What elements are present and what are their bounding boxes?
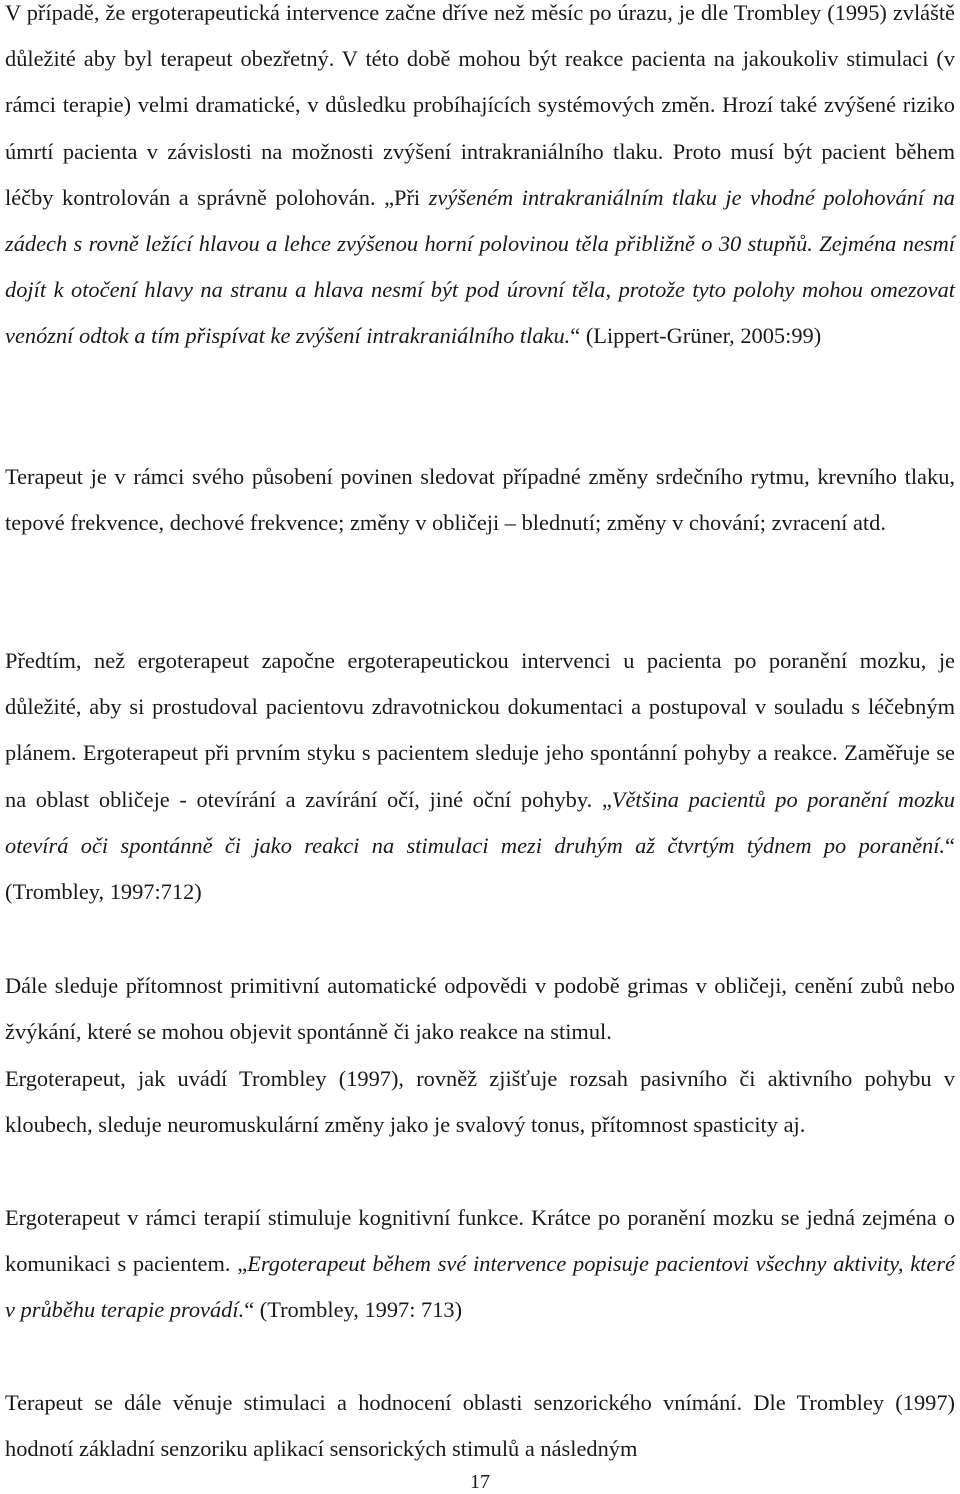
quote-text: zvýšeném intrakraniálním tlaku je vhodné polohování na zádech s rovně ležící hlavou a lehce zvýšenou horní polovinou těla přibližně o 30 stupňů. Zejména nesmí dojít k otočení hlavy na stranu a hlava nesmí být pod úrovní těla, protože tyto polohy mohou omezovat venózní odtok a tím přispívat ke zvýšení intrakraniálního tlaku. xyxy=(5,184,955,349)
paragraph-4 xyxy=(5,963,955,1055)
body-text: Terapeut je v rámci svého působení povinen sledovat případné změny srdečního rytmu, krevního tlaku, tepové frekvence, dechové frekvence; změny v obličeji – blednutí; změny v chování; zvracení atd. xyxy=(5,464,955,536)
quote-text: Většina pacientů po poranění mozku otevírá oči spontánně či jako reakci na stimulaci mezi druhým až čtvrtým týdnem po poranění. xyxy=(5,786,955,858)
quote-text: Ergoterapeut během své intervence popisuje pacientovi všechny aktivity, které v průběhu terapie provádí. xyxy=(5,1251,955,1323)
body-text: Předtím, než ergoterapeut započne ergoterapeutickou intervenci u pacienta po poranění mozku, je důležité, aby si prostudoval pacientovu zdravotnickou dokumentaci a postupoval v souladu s léčebným plánem. Ergoterapeut při prvním styku s pacientem sleduje jeho spontánní pohyby a reakce. Zaměřuje se na oblast obličeje - otevírání a zavírání očí, jiné oční pohyby. „ xyxy=(5,648,955,812)
body-text: Ergoterapeut, jak uvádí Trombley (1997), rovněž zjišťuje rozsah pasivního či aktivního pohybu v kloubech, sleduje neuromuskulární změny jako je svalový tonus, přítomnost spasticity aj. xyxy=(5,1066,955,1138)
paragraph-6 xyxy=(5,1195,955,1334)
body-text: “ (Trombley, 1997: 713) xyxy=(244,1297,463,1323)
page-number: 17 xyxy=(470,1471,490,1493)
body-text: “ (Lippert-Grüner, 2005:99) xyxy=(570,323,822,349)
body-text: Ergoterapeut v rámci terapií stimuluje kognitivní funkce. Krátce po poranění mozku se jedná zejména o komunikaci s pacientem. „ xyxy=(5,1205,955,1277)
paragraph-5 xyxy=(5,1056,955,1148)
paragraph-3 xyxy=(5,638,955,915)
body-text: “ (Trombley, 1997:712) xyxy=(5,832,955,905)
body-text: V případě, že ergoterapeutická intervence začne dříve než měsíc po úrazu, je dle Trombley (1995) zvláště důležité aby byl terapeut obezřetný. V této době mohou být reakce pacienta na jakoukoliv stimulaci (v rámci terapie) velmi dramatické, v důsledku probíhajících systémových změn. Hrozí také zvýšené riziko úmrtí pacienta v závislosti na možnosti zvýšení intrakraniálního tlaku. Proto musí být pacient během léčby kontrolován a správně polohován. „Při xyxy=(5,0,955,210)
body-text: Terapeut se dále věnuje stimulaci a hodnocení oblasti senzorického vnímání. Dle Trombley (1997) hodnotí základní senzoriku aplikací sensorických stimulů a následným xyxy=(5,1390,955,1462)
paragraph-2 xyxy=(5,454,955,546)
paragraph-1 xyxy=(5,0,955,360)
body-text: Dále sleduje přítomnost primitivní automatické odpovědi v podobě grimas v obličeji, cenění zubů nebo žvýkání, které se mohou objevit spontánně či jako reakce na stimul. xyxy=(5,973,955,1045)
paragraph-7 xyxy=(5,1380,955,1472)
